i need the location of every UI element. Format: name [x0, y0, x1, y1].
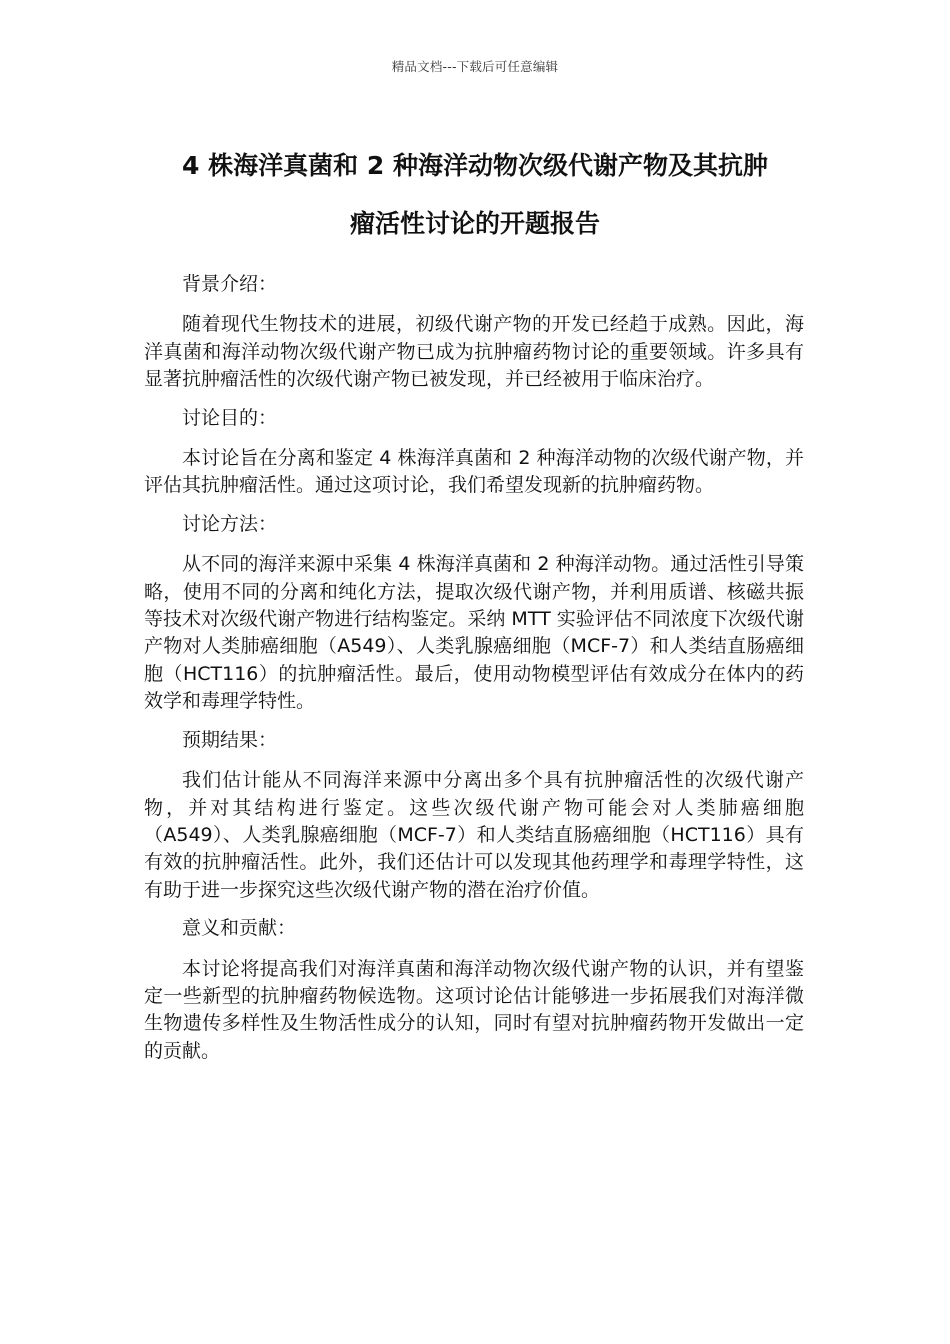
section-body-methods: 从不同的海洋来源中采集 4 株海洋真菌和 2 种海洋动物。通过活性引导策略，使用不同的分离和纯化方法，提取次级代谢产物，并利用质谱、核磁共振等技术对次级代谢产物进行结构鉴定。采纳 MTT 实验评估不同浓度下次级代谢产物对人类肺癌细胞（A549）、人类乳腺癌细胞（MCF-7）和人类结直肠癌细胞（HCT116）的抗肿瘤活性。最后，使用动物模型评估有效成分在体内的药效学和毒理学特性。	[144, 553, 804, 713]
document-title	[110, 137, 840, 253]
section-body-significance: 本讨论将提高我们对海洋真菌和海洋动物次级代谢产物的认识，并有望鉴定一些新型的抗肿瘤药物候选物。这项讨论估计能够进一步拓展我们对海洋微生物遗传多样性及生物活性成分的认知，同时有望对抗肿瘤药物开发做出一定的贡献。	[144, 957, 804, 1062]
section-heading-purpose: 讨论目的：	[182, 406, 278, 429]
section-heading-methods: 讨论方法：	[182, 512, 278, 535]
section-body-background: 随着现代生物技术的进展，初级代谢产物的开发已经趋于成熟。因此，海洋真菌和海洋动物次级代谢产物已成为抗肿瘤药物讨论的重要领域。许多具有显著抗肿瘤活性的次级代谢产物已被发现，并已经被用于临床治疗。	[144, 313, 804, 391]
section-heading-background: 背景介绍：	[182, 273, 278, 295]
document-body	[144, 271, 804, 1065]
section-body-expected-results: 我们估计能从不同海洋来源中分离出多个具有抗肿瘤活性的次级代谢产物，并对其结构进行鉴定。这些次级代谢产物可能会对人类肺癌细胞（A549）、人类乳腺癌细胞（MCF-7）和人类结直肠癌细胞（HCT116）具有有效的抗肿瘤活性。此外，我们还估计可以发现其他药理学和毒理学特性，这有助于进一步探究这些次级代谢产物的潜在治疗价值。	[144, 769, 804, 901]
document-title-line-1: 4 株海洋真菌和 2 种海洋动物次级代谢产物及其抗肿	[182, 151, 768, 180]
section-heading-significance: 意义和贡献：	[182, 917, 297, 940]
page-header-note: 精品文档---下载后可任意编辑	[391, 59, 559, 74]
section-body-purpose: 本讨论旨在分离和鉴定 4 株海洋真菌和 2 种海洋动物的次级代谢产物，并评估其抗肿瘤活性。通过这项讨论，我们希望发现新的抗肿瘤药物。	[144, 447, 804, 497]
section-heading-expected-results: 预期结果：	[182, 728, 278, 751]
document-title-line-2: 瘤活性讨论的开题报告	[349, 209, 600, 238]
